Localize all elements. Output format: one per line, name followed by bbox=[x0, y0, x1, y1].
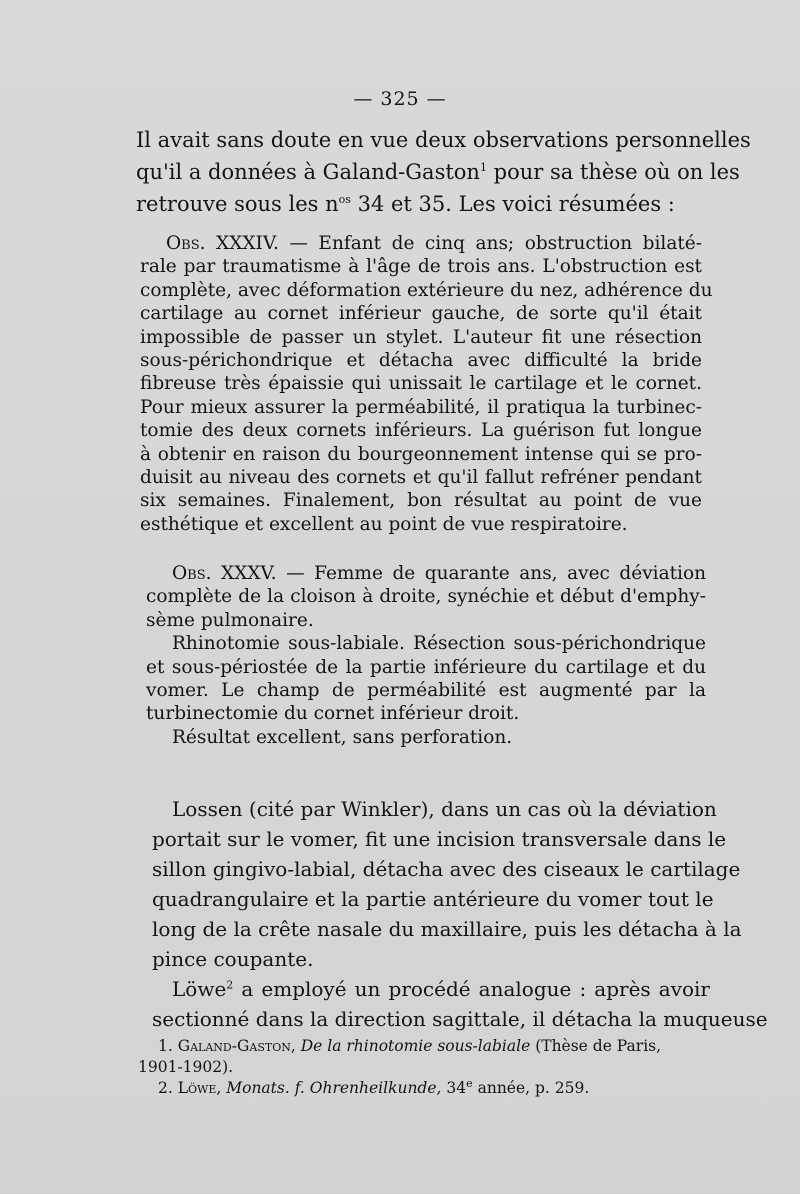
obs-line: sous-périchondrique et détacha avec difficulté la bride bbox=[140, 350, 702, 372]
intro-line: qu'il a données à Galand-Gaston$^1$ pour sa thèse où on les bbox=[136, 160, 740, 184]
body-line: sillon gingivo-labial, détacha avec des ciseaux le cartilage bbox=[152, 857, 741, 881]
obs-line: six semaines. Finalement, bon résultat au point de vue bbox=[140, 490, 702, 512]
footnote-1: 1. Galand-Gaston, De la rhinotomie sous-labiale (Thèse de Paris, bbox=[158, 1037, 662, 1055]
obs-line: fibreuse très épaissie qui unissait le cartilage et le cornet. bbox=[140, 373, 702, 395]
footnotes bbox=[138, 1036, 714, 1099]
obs-line: duisit au niveau des cornets et qu'il fallut refréner pendant bbox=[140, 467, 702, 489]
superscript-os: os bbox=[338, 193, 351, 206]
obs-line: esthétique et excellent au point de vue respiratoire. bbox=[140, 513, 628, 535]
body-line: pince coupante. bbox=[152, 947, 314, 971]
obs-line: Rhinotomie sous-labiale. Résection sous-périchondrique bbox=[172, 633, 706, 655]
obs-line: Obs. XXXIV. — Enfant de cinq ans; obstruction bilaté- bbox=[166, 233, 702, 254]
obs-line: rale par traumatisme à l'âge de trois ans. L'obstruction est bbox=[140, 256, 702, 278]
intro-line: Il avait sans doute en vue deux observations personnelles bbox=[136, 128, 751, 152]
obs-line: impossible de passer un stylet. L'auteur fit une résection bbox=[140, 326, 702, 348]
obs-line: complète de la cloison à droite, synéchie et début d'emphy- bbox=[146, 586, 706, 608]
footnote-ref-1: 1 bbox=[479, 161, 487, 174]
footnote-1-cont: 1901-1902). bbox=[138, 1058, 234, 1076]
intro-paragraph bbox=[136, 124, 751, 220]
obs-line: Résultat excellent, sans perforation. bbox=[172, 726, 513, 748]
footnote-ref-2: 2 bbox=[226, 978, 234, 992]
body-paragraph bbox=[152, 794, 768, 1034]
obs-line: vomer. Le champ de perméabilité est augmenté par la bbox=[146, 680, 706, 702]
body-line: sectionné dans la direction sagittale, il détacha la muqueuse bbox=[152, 1007, 768, 1031]
obs-label: Obs. XXXIV. bbox=[166, 233, 279, 254]
body-line: Lossen (cité par Winkler), dans un cas où la déviation bbox=[172, 797, 717, 821]
obs-line: tomie des deux cornets inférieurs. La guérison fut longue bbox=[140, 420, 702, 442]
obs-line: et sous-périostée de la partie inférieure du cartilage et du bbox=[146, 656, 706, 678]
obs-line: Pour mieux assurer la perméabilité, il pratiqua la turbinec- bbox=[140, 396, 702, 418]
obs-line: à obtenir en raison du bourgeonnement intense qui se pro- bbox=[140, 443, 702, 465]
body-line: Löwe$^2$ a employé un procédé analogue : après avoir bbox=[172, 977, 710, 1001]
observation-35 bbox=[146, 562, 706, 749]
obs-label: Obs. XXXV. bbox=[172, 563, 277, 584]
obs-line: complète, avec déformation extérieure du nez, adhérence du bbox=[140, 279, 713, 301]
obs-line: sème pulmonaire. bbox=[146, 609, 314, 631]
body-line: long de la crête nasale du maxillaire, puis les détacha à la bbox=[152, 917, 742, 941]
page-number: — 325 — bbox=[353, 88, 447, 110]
obs-line: turbinectomie du cornet inférieur droit. bbox=[146, 703, 520, 725]
obs-line: cartilage au cornet inférieur gauche, de sorte qu'il était bbox=[140, 303, 702, 325]
intro-line: retrouve sous les $n^{os}$ 34 et 35. Les voici résumées : bbox=[136, 192, 675, 216]
body-line: quadrangulaire et la partie antérieure du vomer tout le bbox=[152, 887, 714, 911]
observation-34 bbox=[140, 232, 713, 536]
footnote-2: 2. Löwe, Monats. f. Ohrenheilkunde, 34e année, p. 259. bbox=[158, 1076, 590, 1097]
body-line: portait sur le vomer, fit une incision transversale dans le bbox=[152, 827, 727, 851]
obs-line: Obs. XXXV. — Femme de quarante ans, avec déviation bbox=[172, 563, 706, 584]
